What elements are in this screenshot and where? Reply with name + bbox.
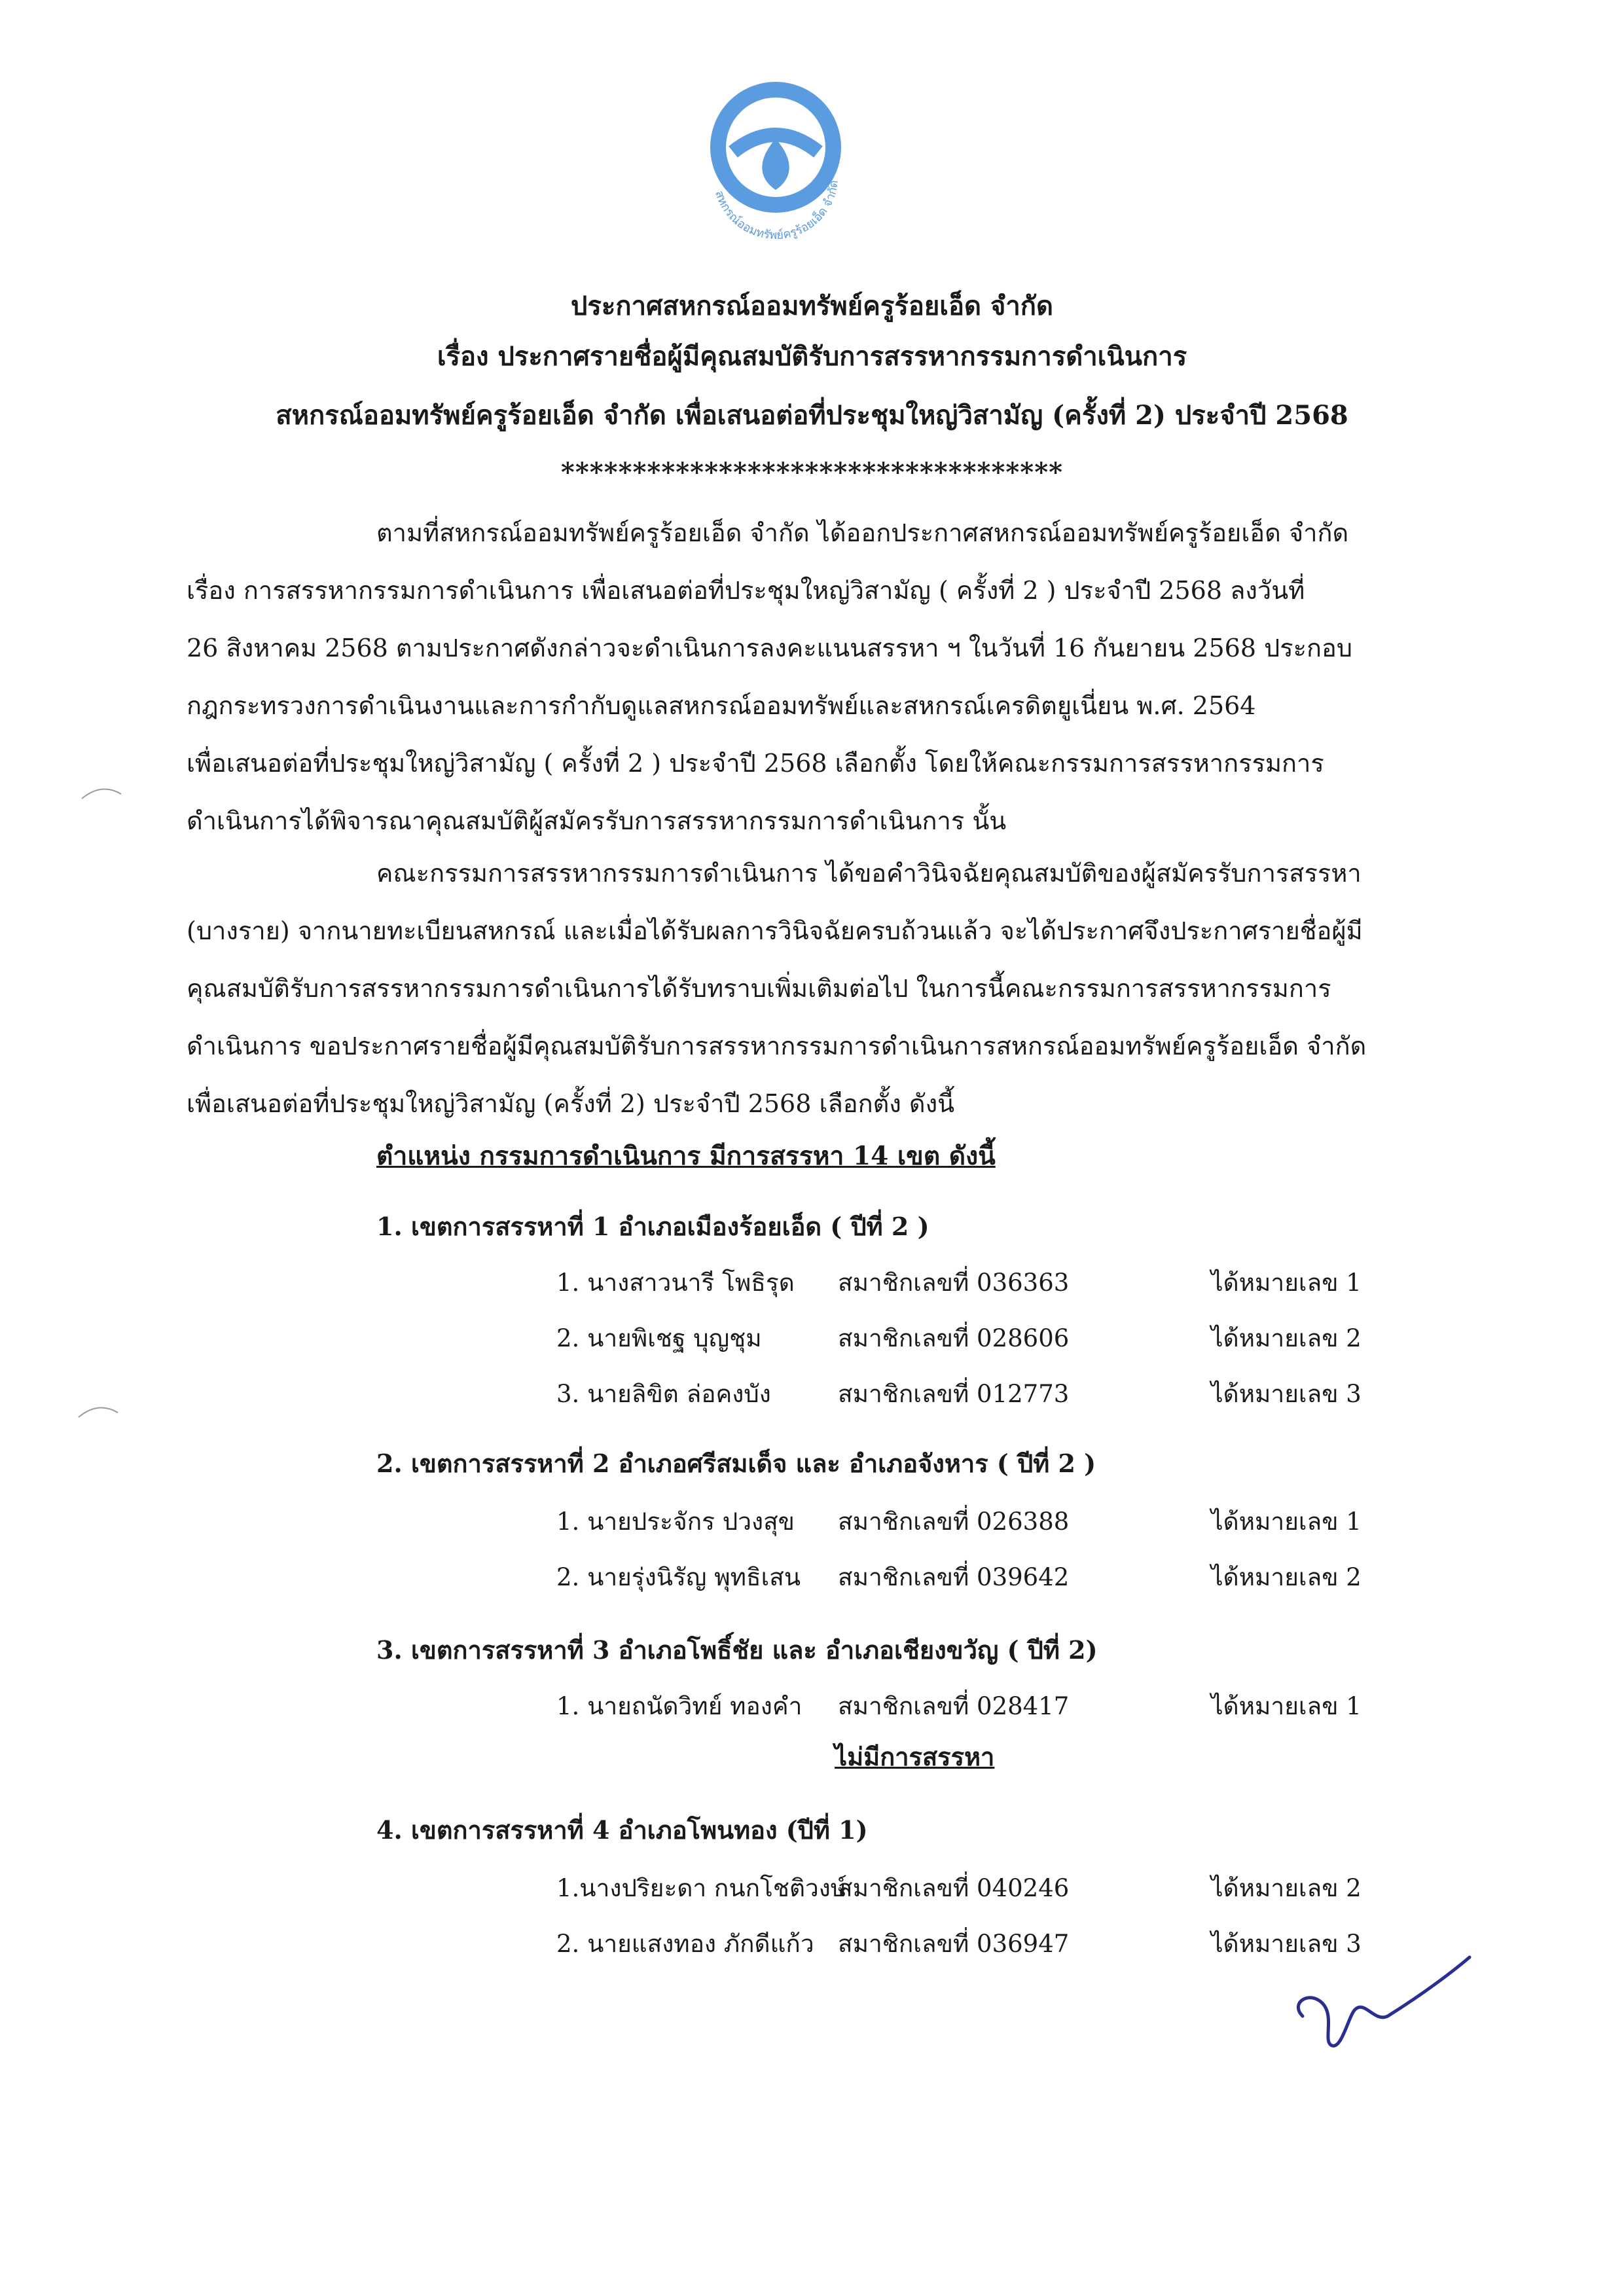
member-number: สมาชิกเลขที่ 039642: [838, 1563, 1070, 1591]
paragraph-line: (บางราย) จากนายทะเบียนสหกรณ์ และเมื่อได้รับผลการวินิจฉัยครบถ้วนแล้ว จะได้ประกาศจึงประกาศรายชื่อผู้มี: [187, 916, 1363, 945]
no-election-note: ไม่มีการสรรหา: [835, 1742, 995, 1771]
candidate-row: [556, 1869, 1362, 1907]
paragraph-line: ดำเนินการ ขอประกาศรายชื่อผู้มีคุณสมบัติรับการสรรหากรรมการดำเนินการสหกรณ์ออมทรัพย์ครูร้อยเอ็ด จำกัด: [187, 1032, 1367, 1060]
ballot-number: ได้หมายเลข 3: [1211, 1930, 1362, 1958]
subject-line-2: สหกรณ์ออมทรัพย์ครูร้อยเอ็ด จำกัด เพื่อเสนอต่อที่ประชุมใหญ่วิสามัญ (ครั้งที่ 2) ประจำปี 2568: [276, 400, 1348, 431]
candidate-row: [556, 1375, 1362, 1413]
paragraph-line: ดำเนินการได้พิจารณาคุณสมบัติผู้สมัครรับการสรรหากรรมการดำเนินการ นั้น: [187, 806, 1007, 835]
paragraph-1: [187, 504, 1404, 850]
logo-ring-text: สหกรณ์ออมทรัพย์ครูร้อยเอ็ด จำกัด: [712, 179, 841, 243]
paragraph-line: กฎกระทรวงการดำเนินงานและการกำกับดูแลสหกรณ์ออมทรัพย์และสหกรณ์เครดิตยูเนี่ยน พ.ศ. 2564: [187, 691, 1256, 720]
zone-4-title: 4. เขตการสรรหาที่ 4 อำเภอโพนทอง (ปีที่ 1): [376, 1815, 868, 1845]
paragraph-line: คุณสมบัติรับการสรรหากรรมการดำเนินการได้รับทราบเพิ่มเติมต่อไป ในการนี้คณะกรรมการสรรหากรรมการ: [187, 974, 1331, 1003]
zone-2-title: 2. เขตการสรรหาที่ 2 อำเภอศรีสมเด็จ และ อำเภอจังหาร ( ปีที่ 2 ): [376, 1449, 1096, 1478]
candidate-row: [556, 1558, 1362, 1597]
section-title: ตำแหน่ง กรรมการดำเนินการ มีการสรรหา 14 เขต ดังนี้: [376, 1141, 996, 1171]
paragraph-line: เรื่อง การสรรหากรรมการดำเนินการ เพื่อเสนอต่อที่ประชุมใหญ่วิสามัญ ( ครั้งที่ 2 ) ประจำปี 2568 ลงวันที่: [187, 576, 1305, 605]
member-number: สมาชิกเลขที่ 036947: [838, 1930, 1070, 1958]
candidate-row: [556, 1925, 1362, 1963]
candidate-row: [556, 1502, 1362, 1541]
paragraph-2: [187, 844, 1404, 1132]
subject-line: เรื่อง ประกาศรายชื่อผู้มีคุณสมบัติรับการสรรหากรรมการดำเนินการ: [437, 341, 1187, 372]
member-number: สมาชิกเลขที่ 012773: [838, 1380, 1070, 1408]
member-number: สมาชิกเลขที่ 040246: [838, 1874, 1070, 1902]
ballot-number: ได้หมายเลข 2: [1211, 1324, 1362, 1352]
candidate-name: 3. นายลิขิต ล่อคงบัง: [556, 1380, 771, 1408]
candidate-name: 1.นางปริยะดา กนกโชติวงษ์: [556, 1874, 847, 1902]
member-number: สมาชิกเลขที่ 036363: [838, 1269, 1070, 1297]
ballot-number: ได้หมายเลข 1: [1211, 1692, 1362, 1720]
ballot-number: ได้หมายเลข 2: [1211, 1563, 1362, 1591]
candidate-row: [556, 1263, 1362, 1302]
ballot-number: ได้หมายเลข 3: [1211, 1380, 1362, 1408]
candidate-row: [556, 1319, 1362, 1358]
signature-mark: [1283, 1938, 1479, 2069]
paragraph-line: เพื่อเสนอต่อที่ประชุมใหญ่วิสามัญ ( ครั้งที่ 2 ) ประจำปี 2568 เลือกตั้ง โดยให้คณะกรรมการสรรหากรรมการ: [187, 749, 1324, 778]
member-number: สมาชิกเลขที่ 026388: [838, 1508, 1070, 1536]
paragraph-line: ตามที่สหกรณ์ออมทรัพย์ครูร้อยเอ็ด จำกัด ได้ออกประกาศสหกรณ์ออมทรัพย์ครูร้อยเอ็ด จำกัด: [376, 518, 1349, 547]
separator-stars: ***********************************: [560, 457, 1064, 488]
zone-1-title: 1. เขตการสรรหาที่ 1 อำเภอเมืองร้อยเอ็ด ( ปีที่ 2 ): [376, 1212, 929, 1241]
announcement-title: ประกาศสหกรณ์ออมทรัพย์ครูร้อยเอ็ด จำกัด: [571, 291, 1053, 321]
ballot-number: ได้หมายเลข 1: [1211, 1269, 1362, 1297]
paragraph-line: 26 สิงหาคม 2568 ตามประกาศดังกล่าวจะดำเนินการลงคะแนนสรรหา ฯ ในวันที่ 16 กันยายน 2568 ประกอบ: [187, 634, 1352, 662]
scan-mark: [79, 782, 124, 802]
candidate-name: 2. นายพิเชฐ บุญชุม: [556, 1324, 762, 1352]
ballot-number: ได้หมายเลข 1: [1211, 1508, 1362, 1536]
scan-mark: [75, 1401, 121, 1420]
paragraph-line: คณะกรรมการสรรหากรรมการดำเนินการ ได้ขอคำวินิจฉัยคุณสมบัติของผู้สมัครรับการสรรหา: [376, 859, 1362, 888]
candidate-name: 1. นายประจักร ปวงสุข: [556, 1508, 795, 1536]
candidate-row: [556, 1687, 1362, 1726]
ballot-number: ได้หมายเลข 2: [1211, 1874, 1362, 1902]
candidate-name: 1. นายถนัดวิทย์ ทองคำ: [556, 1692, 803, 1720]
member-number: สมาชิกเลขที่ 028606: [838, 1324, 1070, 1352]
paragraph-line: เพื่อเสนอต่อที่ประชุมใหญ่วิสามัญ (ครั้งที่ 2) ประจำปี 2568 เลือกตั้ง ดังนี้: [187, 1089, 955, 1118]
zone-3-title: 3. เขตการสรรหาที่ 3 อำเภอโพธิ์ชัย และ อำเภอเชียงขวัญ ( ปีที่ 2): [376, 1635, 1098, 1665]
cooperative-logo: [687, 79, 864, 255]
candidate-name: 2. นายแสงทอง ภักดีแก้ว: [556, 1930, 814, 1958]
candidate-name: 2. นายรุ่งนิรัญ พุทธิเสน: [556, 1563, 801, 1591]
member-number: สมาชิกเลขที่ 028417: [838, 1692, 1070, 1720]
candidate-name: 1. นางสาวนารี โพธิรุด: [556, 1269, 795, 1297]
